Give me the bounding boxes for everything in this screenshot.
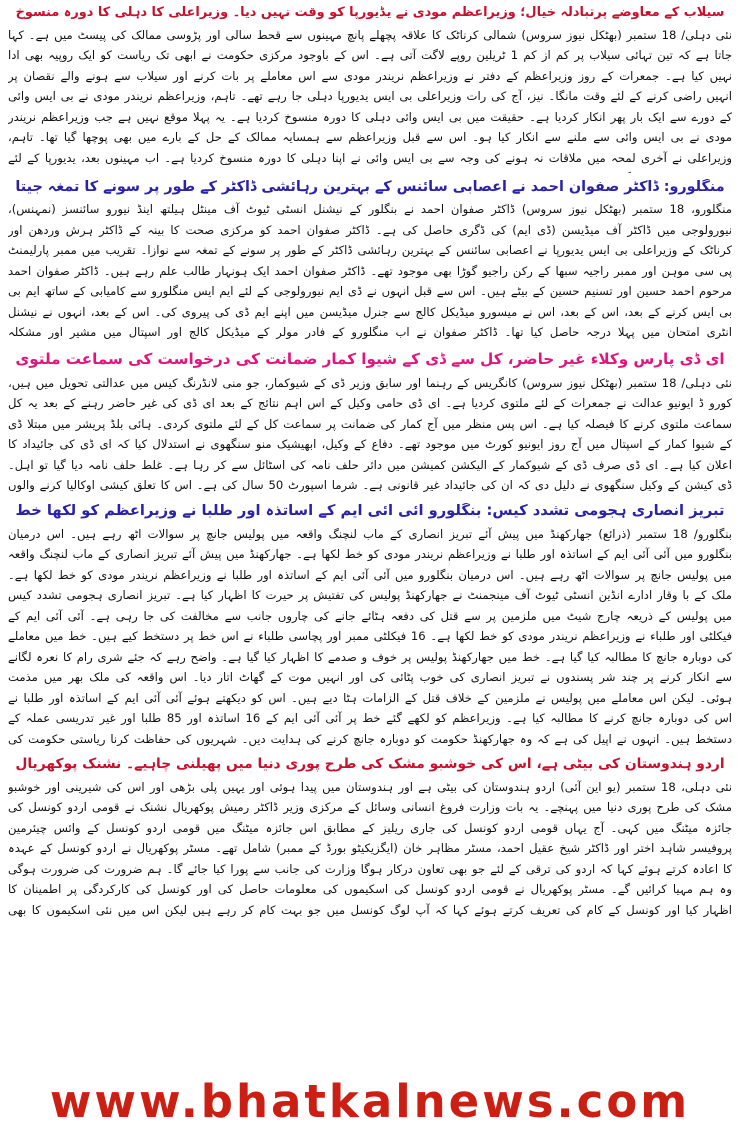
website-footer-link[interactable]: www.bhatkalnews.com (49, 1075, 691, 1128)
article-body: نئی دہلی، 18 ستمبر (یو این آئی) اردو ہندوستان کی بیٹی ہے اور ہندوستان میں پیدا ہوئی اور یہیں پلی بڑھی اور اس کی شیرینی اور خوشبو مشک کی طرح پوری دنیا میں پہنچے۔ یہ بات وزارت فروغ انسانی وسائل کے مرکزی وزیر ڈاکٹر رمیش پوکھریال نشنک نے قومی اردو کونسل کی جائزہ میٹنگ میں کہی۔ آج یہاں قومی اردو کونسل کی جاری ریلیز کے مطابق اس جائزہ میٹنگ میں قومی اردو کونسل کے وائس چیئرمین پروفیسر شاہد اختر اور ڈاکٹر شیخ عقیل احمد، مسٹر مظاہر خان (ایگزیکیٹو بورڈ کے ممبر) شامل تھے۔ مسٹر پوکھریال نے اردو کونسل کے عہدہ کا اعادہ کرتے ہوئے کہا کہ اردو کی ترقی کے لئے جو بھی تعاون درکار ہوگا وزارت کی جانب سے پورا کیا جائے گا۔ ہم ضرورت کی ضرورت ہوگی وہ ہم مہیا کرائیں گے۔ مسٹر پوکھریال نے قومی اردو کونسل کی اسکیموں کی معلومات حاصل کی اور کونسل کی کارکردگی پر اطمینان کا اظہار کیا اور کونسل کے کام کی تعریف کرتے ہوئے کہا کہ آپ لوگ کونسل میں جو بہت کام کر رہے ہیں لیکن اس میں نئی اسکیموں کا بھی (8, 779, 732, 917)
article-headline: اردو ہندوستان کی بیٹی ہے، اس کی خوشبو مشک کی طرح پوری دنیا میں پھیلنی چاہیے۔ نشنک پوکھریال (15, 756, 725, 772)
article-body: نئی دہلی/ 18 ستمبر (بھٹکل نیوز سروس) کانگریس کے رہنما اور سابق وزیر ڈی کے شیوکمار، جو منی لانڈرنگ کیس میں عدالتی تحویل میں ہیں، کورو ڈ ایونیو عدالت نے جمعرات کے لئے ملتوی کردیا ہے۔ ای ڈی حامی وکیل کے اس اہم نتائج کے بعد ای ڈی کی غیر حاضر رہنے کے بعد یہ کل سماعت ملتوی کرنے کا فیصلہ کیا ہے۔ اس پس منظر میں آج کمار کی ضمانت پر سماعت کل کے لئے ملتوی کردی۔ ہائی بلڈ پریشر میں مبتلا ڈی کے شیوا کمار کے اسپتال میں آج روز ایونیو کورٹ میں موجود تھے۔ دفاع کے وکیل، ابھیشیک منو سنگھوی نے استدلال کیا کہ ای ڈی کی جائیداد کا اعلان کیا ہے۔ ای ڈی صرف ڈی کے شیوکمار کے الیکشن کمیشن میں دائر حلف نامہ کی اسٹائل سے کر رہا ہے۔ غلط حلف نامہ دیا گیا تو اہل۔ ڈی کیشن کے وکیل سنگھوی نے دلیل دی کہ ان کی جائیداد غیر قانونی ہے۔ شرما اسپورٹ 50 سال کی ہے۔ اس کا تعلق کیشی اوکالیا کرنے والوں (8, 375, 732, 493)
article-iim-letter (8, 503, 732, 751)
article-headline: سیلاب کے معاوضے پرتبادلہ خیال؛ وزیراعظم مودی نے یڈیورپا کو وقت نہیں دیا۔ وزیراعلی کا دہلی کا دورہ منسوخ (15, 6, 725, 20)
article-body: بنگلورو/ 18 ستمبر (ذرائع) جھارکھنڈ میں پیش آئے تبریز انصاری کے ماب لنچنگ واقعہ میں پولیس جانچ پر سوالات اٹھ رہے ہیں۔ اس درمیان بنگلورو میں آئی آئی ایم کے اساتذہ اور طلبا نے وزیراعظم نریندر مودی کو خط لکھا ہے۔ جھارکھنڈ میں پیش آئے تبریز انصاری کے ماب لنچنگ واقعہ میں پولیس جانچ پر سوالات اٹھ رہے ہیں۔ اس درمیان بنگلورو میں آئی آئی ایم کے اساتذہ اور طلبا نے وزیراعظم نریندر مودی کو خط لکھا ہے۔ ملک کے با وقار ادارے انڈین انسٹی ٹیوٹ آف مینجمنٹ نے جھارکھنڈ پولیس کی تفتیش پر حیرت کا اظہار کیا ہے۔ تبریز انصاری ہجومی تشدد کیس میں پولیس کے ذریعہ چارج شیٹ میں ملزمین پر سے قتل کی دفعہ ہٹائے جانے کی چاروں جانب سے مخالفت کی جا رہی ہے۔ آئی آئی ایم کے فیکلٹی اور طلباء نے وزیراعظم نریندر مودی کو خط لکھا ہے۔ 16 فیکلٹی ممبر اور پچاسی طلباء نے اس خط پر دستخط کیے ہیں۔ خط میں معاملے کی دوبارہ جانچ کا مطالبہ کیا گیا ہے۔ خط میں جھارکھنڈ پولیس پر خوف و صدمے کا اظہار کیا گیا ہے۔ واضح رہے کہ جئے شری رام کا نعرہ لگانے سے انکار کرنے پر چند شر پسندوں نے تبریز انصاری کی خوب پٹائی کی اور انہیں موت کے گھاٹ اتار دیا۔ اس واقعہ کی ملک بھر میں مذمت ہوئی۔ لیکن اس معاملے میں پولیس نے ملزمین کے خلاف قتل کے الزامات ہٹا دیے ہیں۔ اس کو دیکھتے ہوئے آئی آئی ایم کے اساتذہ اور طلبا نے اس کی دوبارہ جانچ کرنے کا مطالبہ کیا ہے۔ وزیراعظم کو لکھے گئے خط پر آئی آئی ایم کے 16 اساتذہ اور 85 طلبا اور غیر تدریسی عملہ کے دستخط ہیں۔ انہوں نے اپیل کی ہے کہ وہ جھارکھنڈ حکومت کو دوبارہ جانچ کرنے کی ہدایت دیں۔ شہریوں کی حفاظت کرنا ریاستی حکومت کی (8, 526, 732, 746)
article-body: منگلورو، 18 ستمبر (بھٹکل نیوز سروس) ڈاکٹر صفوان احمد نے بنگلور کے نیشنل انسٹی ٹیوٹ آف مینٹل ہیلتھ اینڈ نیورو سائنسز (نمہنس)، نیورولوجی میں ڈاکٹر آف میڈیسن (ڈی ایم) کی ڈگری حاصل کی ہے۔ ڈاکٹر صفوان احمد کو مرکزی صحت کا بینہ کے ڈاکٹر ہرش وردھن اور کرناٹک کے وزیراعلی بی ایس یدیورپا نے اعصابی سائنس کے بہترین رہائشی ڈاکٹر کے طور پر سونے کے تمغہ سے نوازا۔ تقریب میں ممبر پارلیمنٹ پی سی موہن اور ممبر راجیہ سبھا کے رکن راجیو گوڑا بھی موجود تھے۔ ڈاکٹر صفوان احمد ایک ہونہار طالب علم رہے ہیں۔ ڈاکٹر صفوان احمد مرحوم احمد حسین اور تسنیم حسین کے بیٹے ہیں۔ اس سے قبل انہوں نے ڈی ایم نیورولوجی کے لئے ایم ایس منگلورو سے کامیابی کے ساتھ ایم بی بی ایس کرنے کے بعد، اس کے بعد، اس نے میسورو میڈیکل کالج سے جنرل میڈیسن میں اپنے ایم ڈی کی پیروی کی۔ اس کے بعد، انہوں نے نیشنل انٹری امتحان میں پہلا درجہ حاصل کیا تھا۔ ڈاکٹر صفوان نے اب منگلورو کے فادر مولر کے میڈیکل کالج اور اسپتال میں مشیر اور مشکلہ (8, 202, 732, 340)
article-headline: تبریز انصاری ہجومی تشدد کیس: بنگلورو آئی آئی ایم کے اساتذہ اور طلبا نے وزیراعظم کو لکھا خط (15, 502, 725, 519)
article-body: نئی دہلی/ 18 ستمبر (بھٹکل نیوز سروس) شمالی کرناٹک کا علاقہ پچھلے پانچ مہینوں سے قحط سالی اور پڑوسی ممالک کی پیسٹ میں ہے۔ کہا جاتا ہے کہ تین تہائی سیلاب پر کم از کم 1 ٹریلین روپے لاگت آتی ہے۔ اس کے باوجود مرکزی حکومت نے ابھی تک ریاست کو ایک روپیہ بھی ادا نہیں کیا ہے۔ جمعرات کے روز وزیراعظم کے دفتر نے وزیراعظم نریندر مودی سے اس معاملے پر بات کرنے اور سیلاب سے ہونے والے نقصان پر انہیں راضی کرنے کے لئے وقت مانگا۔ نیز، آج کی رات وزیراعلی بی ایس یدیورپا دہلی جا رہے تھے۔ تاہم، وزیراعظم نریندر مودی نے بی ایس وائی کے دورے سے ایک بار پھر انکار کردیا ہے۔ حقیقت میں بی ایس وائی دہلی کا دورہ منسوخ کردیا ہے۔ یہ پہلا موقع نہیں ہے جب وزیراعظم نریندر مودی نے بی ایس وائی سے ملنے سے انکار کیا ہو۔ اس سے قبل وزیراعظم سے ہمسایہ ممالک کے حل کے بارے میں بھی پوچھا گیا تھا۔ تاہم، وزیراعلی نے آخری لمحہ میں ملاقات نہ ہونے کی وجہ سے بی ایس وائی نے اپنا دہلی کا دورہ منسوخ کردیا ہے۔ اب مہینوں بعد، یدیورپا کے لئے (8, 27, 732, 165)
article-bail-hearing (8, 351, 732, 496)
article-headline: ای ڈی پارس وکلاء غیر حاضر، کل سے ڈی کے شیوا کمار ضمانت کی درخواست کی سماعت ملتوی (15, 351, 725, 369)
article-urdu-language (8, 757, 732, 923)
article-flood-compensation (8, 6, 732, 173)
article-gold-medal (8, 179, 732, 346)
article-headline: منگلورو: ڈاکٹر صفوان احمد نے اعصابی سائنس کے بہترین رہائشی ڈاکٹر کے طور پر سونے کا تمغہ جیتا (15, 178, 725, 195)
